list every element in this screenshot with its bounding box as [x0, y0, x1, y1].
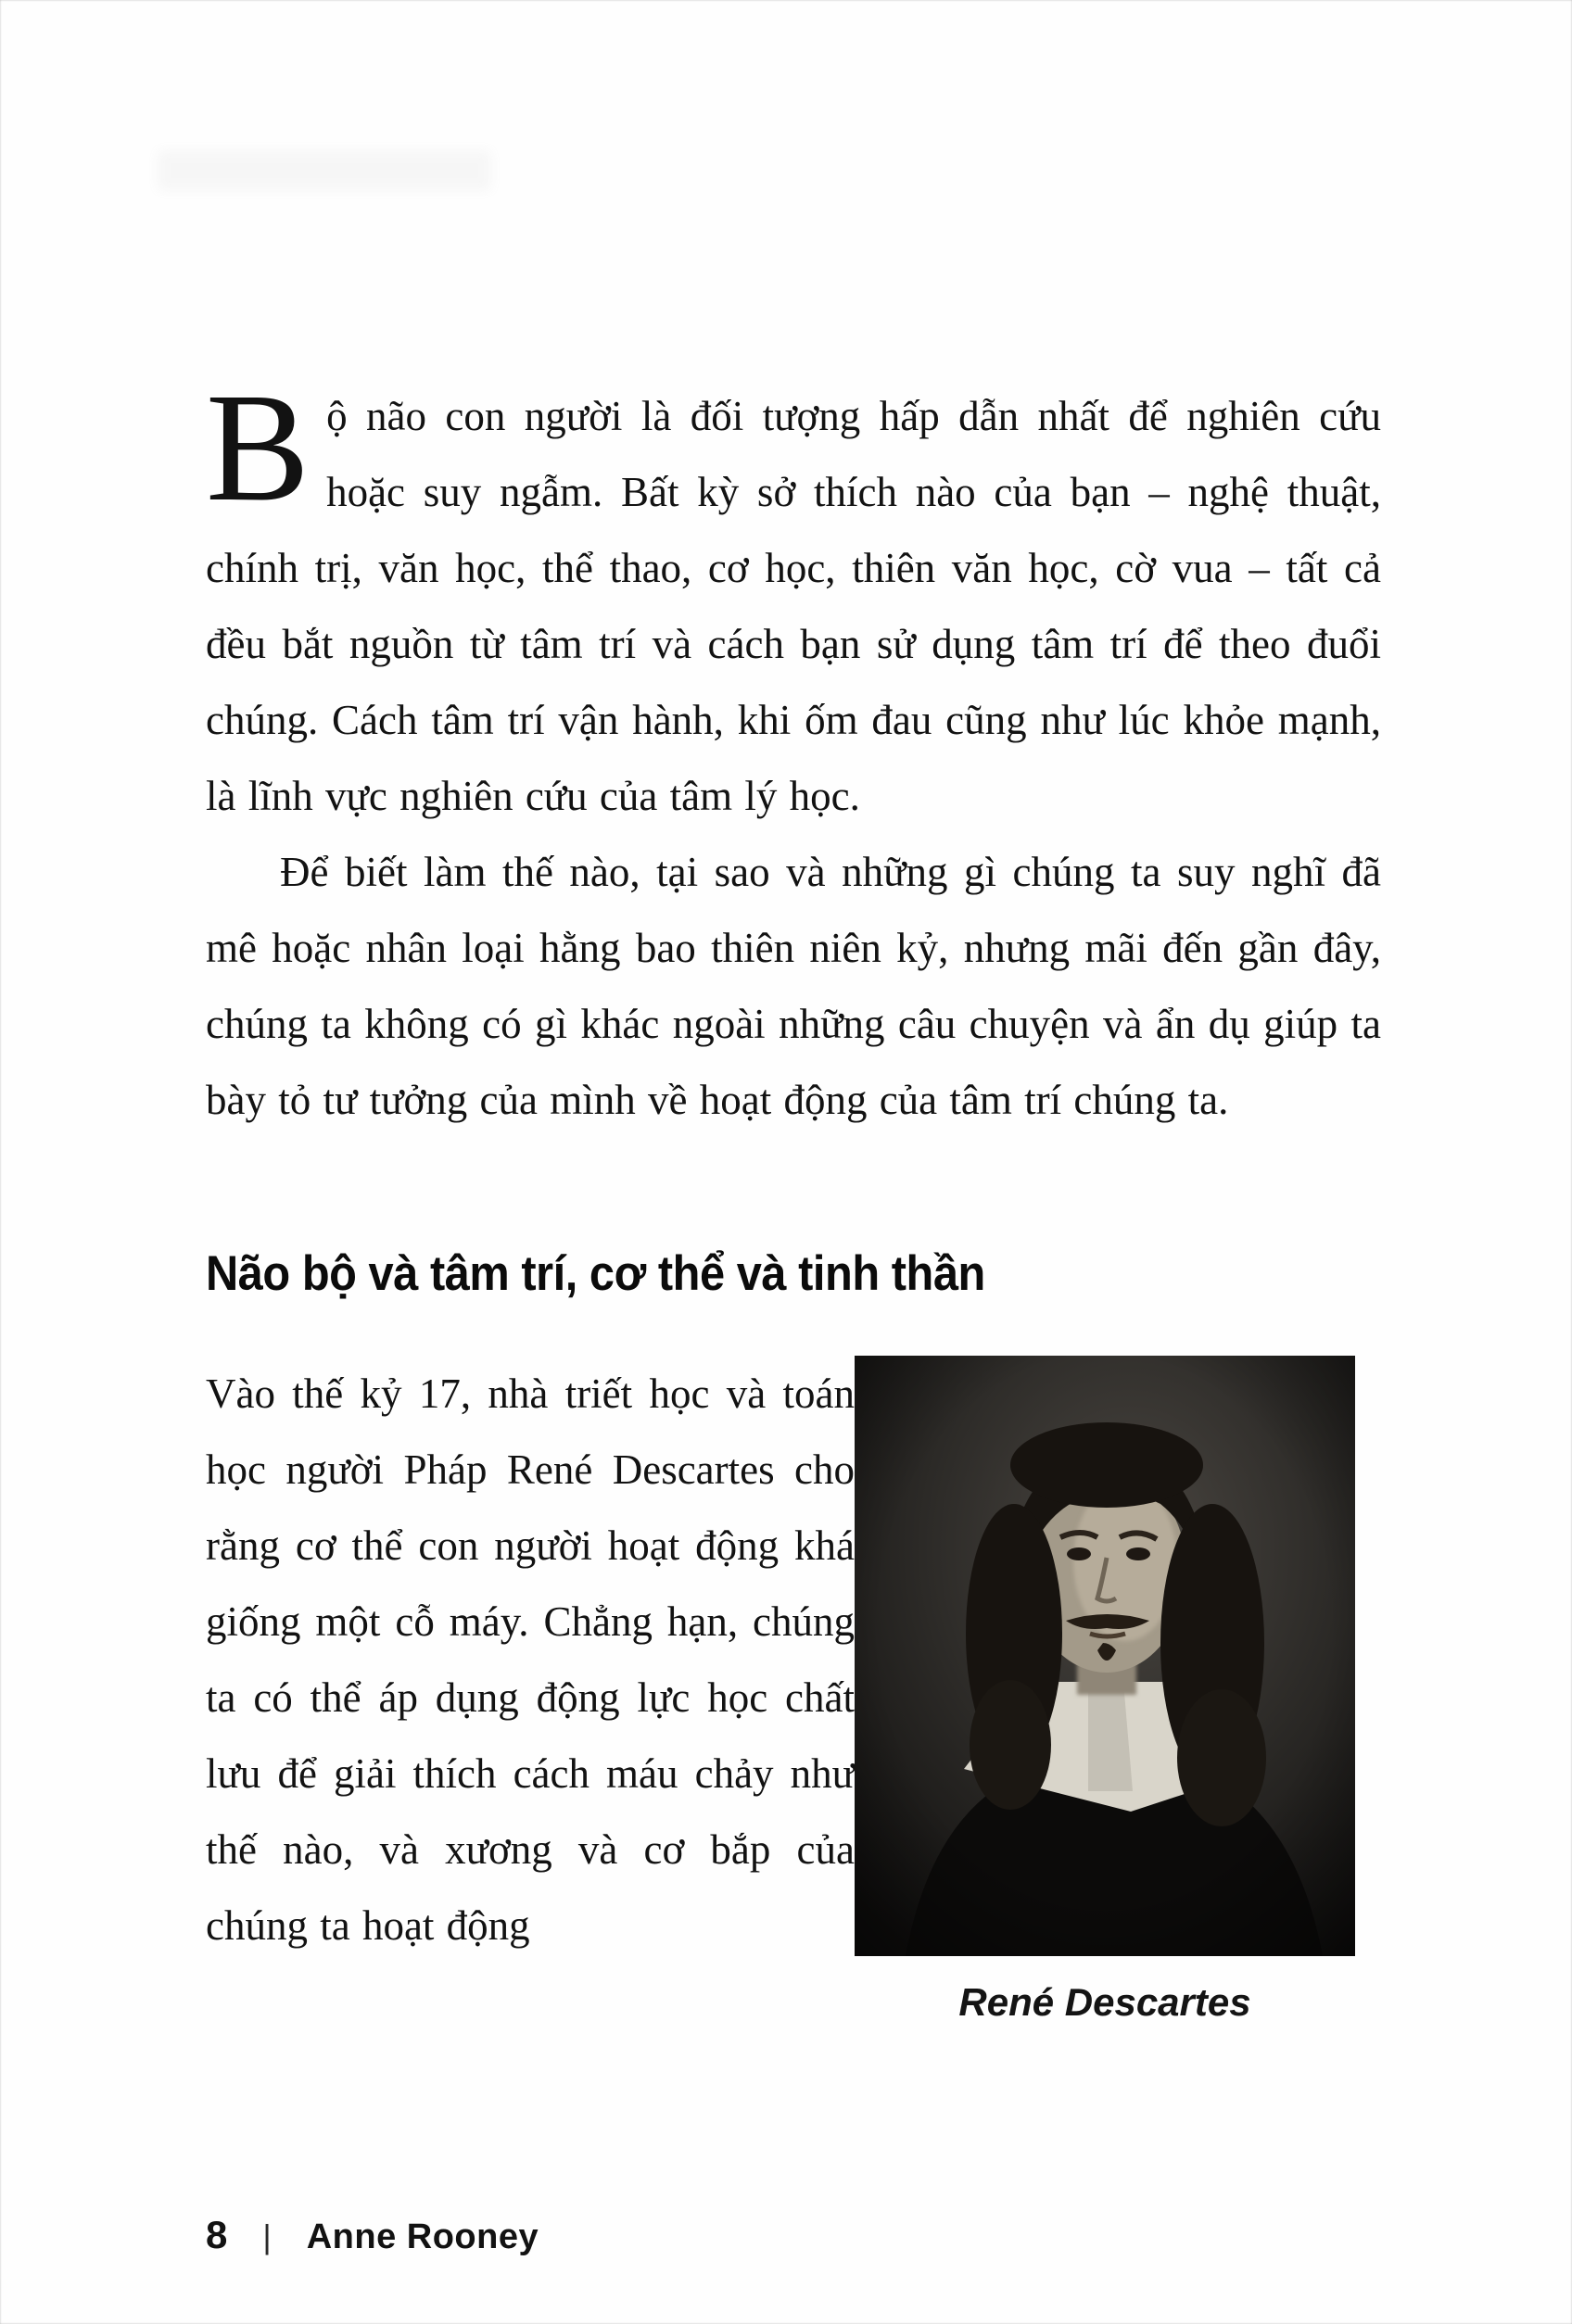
page-footer [206, 2213, 539, 2257]
two-column-section [206, 1356, 1381, 2025]
scan-bleed-artifact [158, 150, 491, 191]
drop-cap: B [206, 361, 311, 534]
rene-descartes-portrait-image [855, 1356, 1355, 1956]
second-paragraph: Để biết làm thế nào, tại sao và những gì chúng ta suy nghĩ đã mê hoặc nhân loại hằng bao thiên niên kỷ, nhưng mãi đến gần đây, chúng ta không có gì khác ngoài những câu chuyện và ẩn dụ giúp ta bày tỏ tư tưởng của mình về hoạt động của tâm trí chúng ta. [206, 849, 1381, 1123]
page-content [206, 361, 1381, 2025]
section-body-text: Vào thế kỷ 17, nhà triết học và toán học người Pháp René Descartes cho rằng cơ thể con người hoạt động khá giống một cỗ máy. Chẳng hạn, chúng ta có thể áp dụng động lực học chất lưu để giải thích cách máu chảy như thế nào, và xương và cơ bắp của chúng ta hoạt động [206, 1370, 855, 1949]
footer-divider: | [262, 2217, 272, 2255]
lead-paragraph [206, 361, 1381, 834]
page-number: 8 [206, 2213, 228, 2256]
portrait-caption: René Descartes [958, 1980, 1251, 2024]
lead-paragraph-text: ộ não con người là đối tượng hấp dẫn nhất để nghiên cứu hoặc suy ngẫm. Bất kỳ sở thích nào của bạn – nghệ thuật, chính trị, văn học, thể thao, cơ học, thiên văn học, cờ vua – tất cả đều bắt nguồn từ tâm trí và cách bạn sử dụng tâm trí để theo đuổi chúng. Cách tâm trí vận hành, khi ốm đau cũng như lúc khỏe mạnh, là lĩnh vực nghiên cứu của tâm lý học. [206, 393, 1381, 819]
portrait-figure [855, 1356, 1355, 2025]
footer-author: Anne Rooney [306, 2217, 539, 2256]
section-heading: Não bộ và tâm trí, cơ thể và tinh thần [206, 1246, 985, 1301]
